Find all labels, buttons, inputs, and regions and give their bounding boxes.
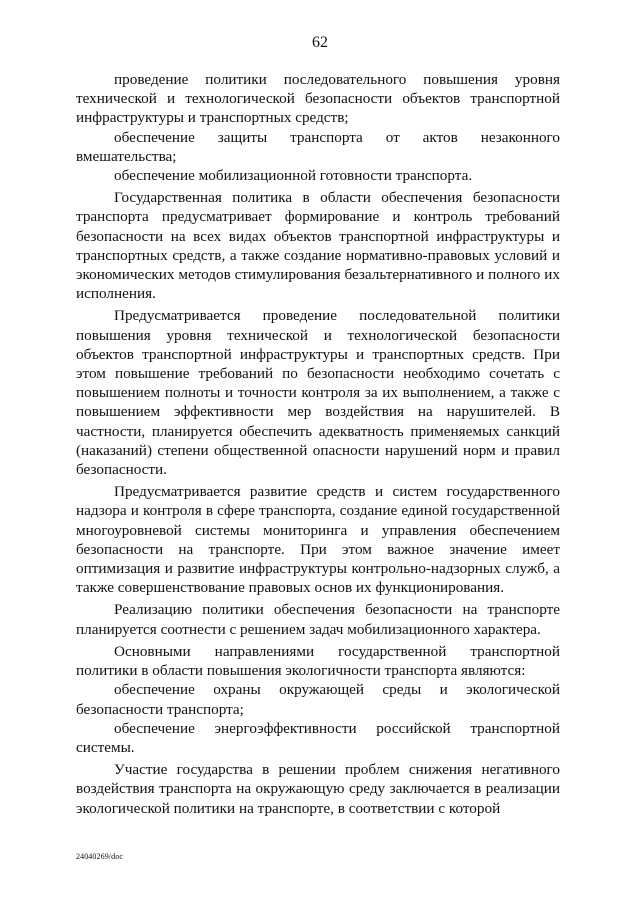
body-text bbox=[76, 70, 560, 818]
paragraph-7: Реализацию политики обеспечения безопасности на транспорте планируется соотнести с решением задач мобилизационного характера. bbox=[76, 601, 560, 638]
paragraph-4: Государственная политика в области обеспечения безопасности транспорта предусматривает формирование и контроль требований безопасности на всех видах объектов транспортной инфраструктуры и транспортных средств, а также создание нормативно-правовых условий и экономических методов стимулирования безальтернативного и полного их исполнения. bbox=[76, 189, 560, 303]
paragraph-8: Основными направлениями государственной транспортной политики в области повышения экологичности транспорта являются: bbox=[76, 642, 560, 680]
paragraph-6: Предусматривается развитие средств и систем государственного надзора и контроля в сфере транспорта, создание единой государственной многоуровневой системы мониторинга и управления обеспечением безопасности на транспорте. При этом важное значение имеет оптимизация и развитие инфраструктуры контрольно-надзорных служб, а также совершенствование правовых основ их функционирования. bbox=[76, 483, 560, 597]
footer-doc-code: 24040269/doc bbox=[76, 852, 123, 861]
paragraph-11: Участие государства в решении проблем снижения негативного воздействия транспорта на окружающую среду заключается в реализации экологической политики на транспорте, в соответствии с которой bbox=[76, 761, 560, 817]
paragraph-3: обеспечение мобилизационной готовности транспорта. bbox=[114, 167, 473, 185]
paragraph-5: Предусматривается проведение последовательной политики повышения уровня технической и технологической безопасности объектов транспортной инфраструктуры и транспортных средств. При этом повышение требований по безопасности необходимо сочетать с повышением полноты и точности контроля за их выполнением, а также с повышением эффективности мер воздействия на нарушителей. В частности, планируется обеспечить адекватность применяемых санкций (наказаний) степени общественной опасности нарушений норм и правил безопасности. bbox=[76, 307, 560, 479]
paragraph-9: обеспечение охраны окружающей среды и экологической безопасности транспорта; bbox=[76, 681, 560, 718]
paragraph-2: обеспечение защиты транспорта от актов незаконного вмешательства; bbox=[76, 128, 560, 165]
paragraph-10: обеспечение энергоэффективности российской транспортной системы. bbox=[76, 719, 560, 756]
page-number: 62 bbox=[312, 34, 328, 51]
paragraph-1: проведение политики последовательного повышения уровня технической и технологической безопасности объектов транспортной инфраструктуры и транспортных средств; bbox=[76, 71, 560, 127]
